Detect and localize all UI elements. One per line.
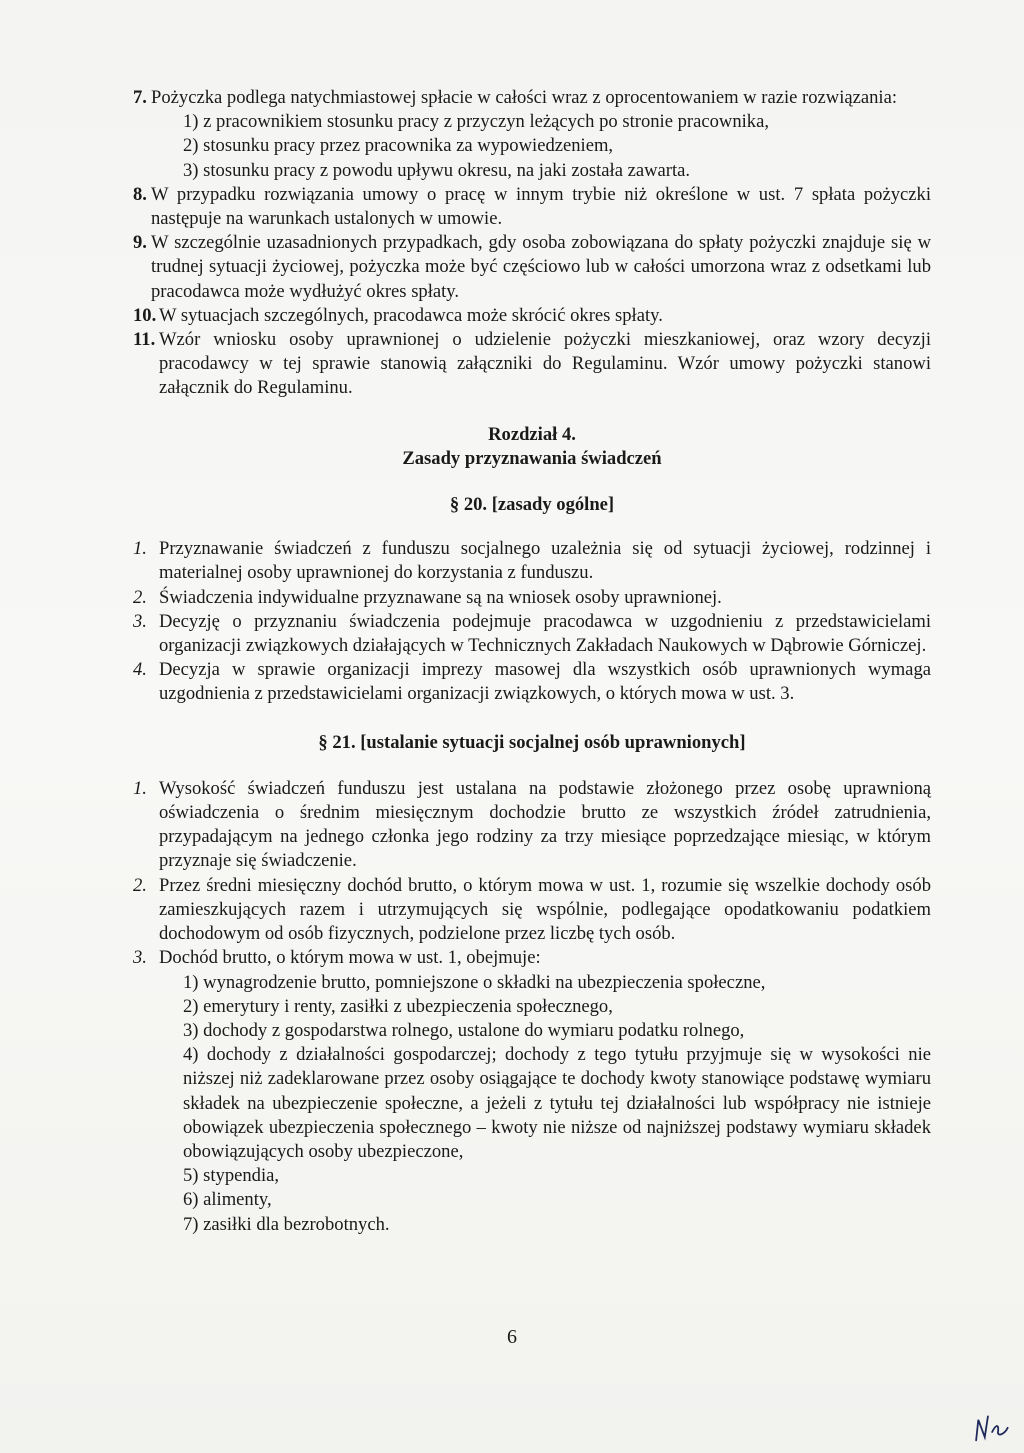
page-number: 6	[507, 1326, 517, 1348]
section-20-title: § 20. [zasady ogólne]	[449, 494, 615, 516]
list-item	[133, 86, 931, 110]
section-21-title: § 21. [ustalanie sytuacji socjalnej osób uprawnionych]	[318, 731, 746, 753]
list-item	[133, 658, 931, 706]
item-text: Wysokość świadczeń funduszu jest ustalana na podstawie złożonego przez osobę uprawnioną oświadczenia o średnim miesięcznym dochodzie brutto ze wszystkich źródeł zatrudnienia, przypadającym na jednego członka jego rodziny za trzy miesiące poprzedzające miesiąc, w którym przyznaje się świadczenie.	[159, 777, 931, 872]
item-number: 2.	[133, 586, 147, 608]
item-text: Decyzję o przyznaniu świadczenia podejmuje pracodawca w uzgodnieniu z przedstawicielami organizacji związkowych działających w Technicznych Zakładach Naukowych w Dąbrowie Górniczej.	[159, 610, 931, 657]
list-item	[133, 586, 931, 610]
income-sublist	[133, 971, 931, 1237]
chapter-title: Zasady przyznawania świadczeń	[402, 447, 662, 469]
list-item	[133, 304, 931, 328]
item-number: 3.	[133, 947, 147, 969]
item-text: Dochód brutto, o którym mowa w ust. 1, obejmuje:	[159, 947, 541, 969]
sub-item: 6) alimenty,	[183, 1189, 272, 1211]
item-number: 2.	[133, 874, 147, 896]
item-text: Przez średni miesięczny dochód brutto, o którym mowa w ust. 1, rozumie się wszelkie dochody osób zamieszkujących razem i utrzymujących się wspólnie, podlegające opodatkowaniu podatkiem dochodowym od osób fizycznych, podzielone przez liczbę tych osób.	[159, 874, 931, 945]
sub-item: 1) wynagrodzenie brutto, pomniejszone o składki na ubezpieczenia społeczne,	[183, 971, 766, 993]
chapter-number: Rozdział 4.	[488, 423, 576, 445]
item-number: 8.	[133, 183, 147, 205]
sub-item: 3) dochody z gospodarstwa rolnego, ustalone do wymiaru podatku rolnego,	[183, 1019, 745, 1041]
chapter-heading	[133, 423, 931, 471]
item-number: 9.	[133, 232, 147, 254]
sub-item: 1) z pracownikiem stosunku pracy z przyczyn leżących po stronie pracownika,	[183, 111, 769, 133]
list-item	[133, 946, 931, 970]
item-number: 11.	[133, 329, 156, 351]
item-number: 10.	[133, 304, 157, 326]
item-number: 7.	[133, 87, 147, 108]
item-text: Pożyczka podlega natychmiastowej spłacie w całości wraz z oprocentowaniem w razie rozwiązania:	[151, 87, 898, 108]
item-text: Przyznawanie świadczeń z funduszu socjalnego uzależnia się od sytuacji życiowej, rodzinnej i materialnej osoby uprawnionej do korzystania z funduszu.	[159, 538, 931, 584]
list-item	[133, 183, 931, 231]
page-content	[133, 86, 931, 1237]
sub-item: 4) dochody z działalności gospodarczej; dochody z tego tytułu przyjmuje się w wysokości nie niższej niż zadeklarowane przez osoby osiągające te dochody kwoty stanowiące podstawę wymiaru składek na ubezpieczenie społeczne, a jeżeli z tytułu tej działalności lub współpracy nie istnieje obowiązek ubezpieczenia społecznego – kwoty nie niższe od najniższej podstawy wymiaru składek obowiązujących osoby ubezpieczone,	[183, 1044, 931, 1162]
list-item	[133, 231, 931, 304]
list-item	[133, 610, 931, 658]
item-text: Decyzja w sprawie organizacji imprezy masowej dla wszystkich osób uprawnionych wymaga uzgodnienia z przedstawicielami organizacji związkowych, o których mowa w ust. 3.	[159, 659, 931, 705]
item-number: 4.	[133, 659, 147, 681]
sub-item: 2) stosunku pracy przez pracownika za wypowiedzeniem,	[183, 135, 614, 157]
sub-item: 3) stosunku pracy z powodu upływu okresu, na jaki została zawarta.	[183, 159, 691, 181]
item-number: 3.	[133, 610, 147, 632]
handwritten-initials	[970, 1409, 1015, 1452]
sub-item: 5) stypendia,	[183, 1165, 280, 1187]
item-number: 1.	[133, 777, 147, 799]
sub-item: 7) zasiłki dla bezrobotnych.	[183, 1213, 390, 1235]
item-text: W sytuacjach szczególnych, pracodawca może skrócić okres spłaty.	[159, 304, 663, 326]
item-text: W przypadku rozwiązania umowy o pracę w innym trybie niż określone w ust. 7 spłata pożyczki następuje na warunkach ustalonych w umowie.	[151, 183, 931, 230]
item-text: W szczególnie uzasadnionych przypadkach, gdy osoba zobowiązana do spłaty pożyczki znajduje się w trudnej sytuacji życiowej, pożyczka może być częściowo lub w całości umorzona wraz z odsetkami lub pracodawca może wydłużyć okres spłaty.	[151, 232, 931, 302]
item-number: 1.	[133, 538, 147, 560]
list-item	[133, 874, 931, 947]
list-item	[133, 537, 931, 585]
list-item	[133, 777, 931, 874]
list-item	[133, 328, 931, 401]
sub-item: 2) emerytury i renty, zasiłki z ubezpieczenia społecznego,	[183, 995, 613, 1017]
item-text: Wzór wniosku osoby uprawnionej o udzielenie pożyczki mieszkaniowej, oraz wzory decyzji pracodawcy w tej sprawie stanowią załączniki do Regulaminu. Wzór umowy pożyczki stanowi załącznik do Regulaminu.	[159, 329, 931, 399]
item-text: Świadczenia indywidualne przyznawane są na wniosek osoby uprawnionej.	[159, 586, 722, 608]
